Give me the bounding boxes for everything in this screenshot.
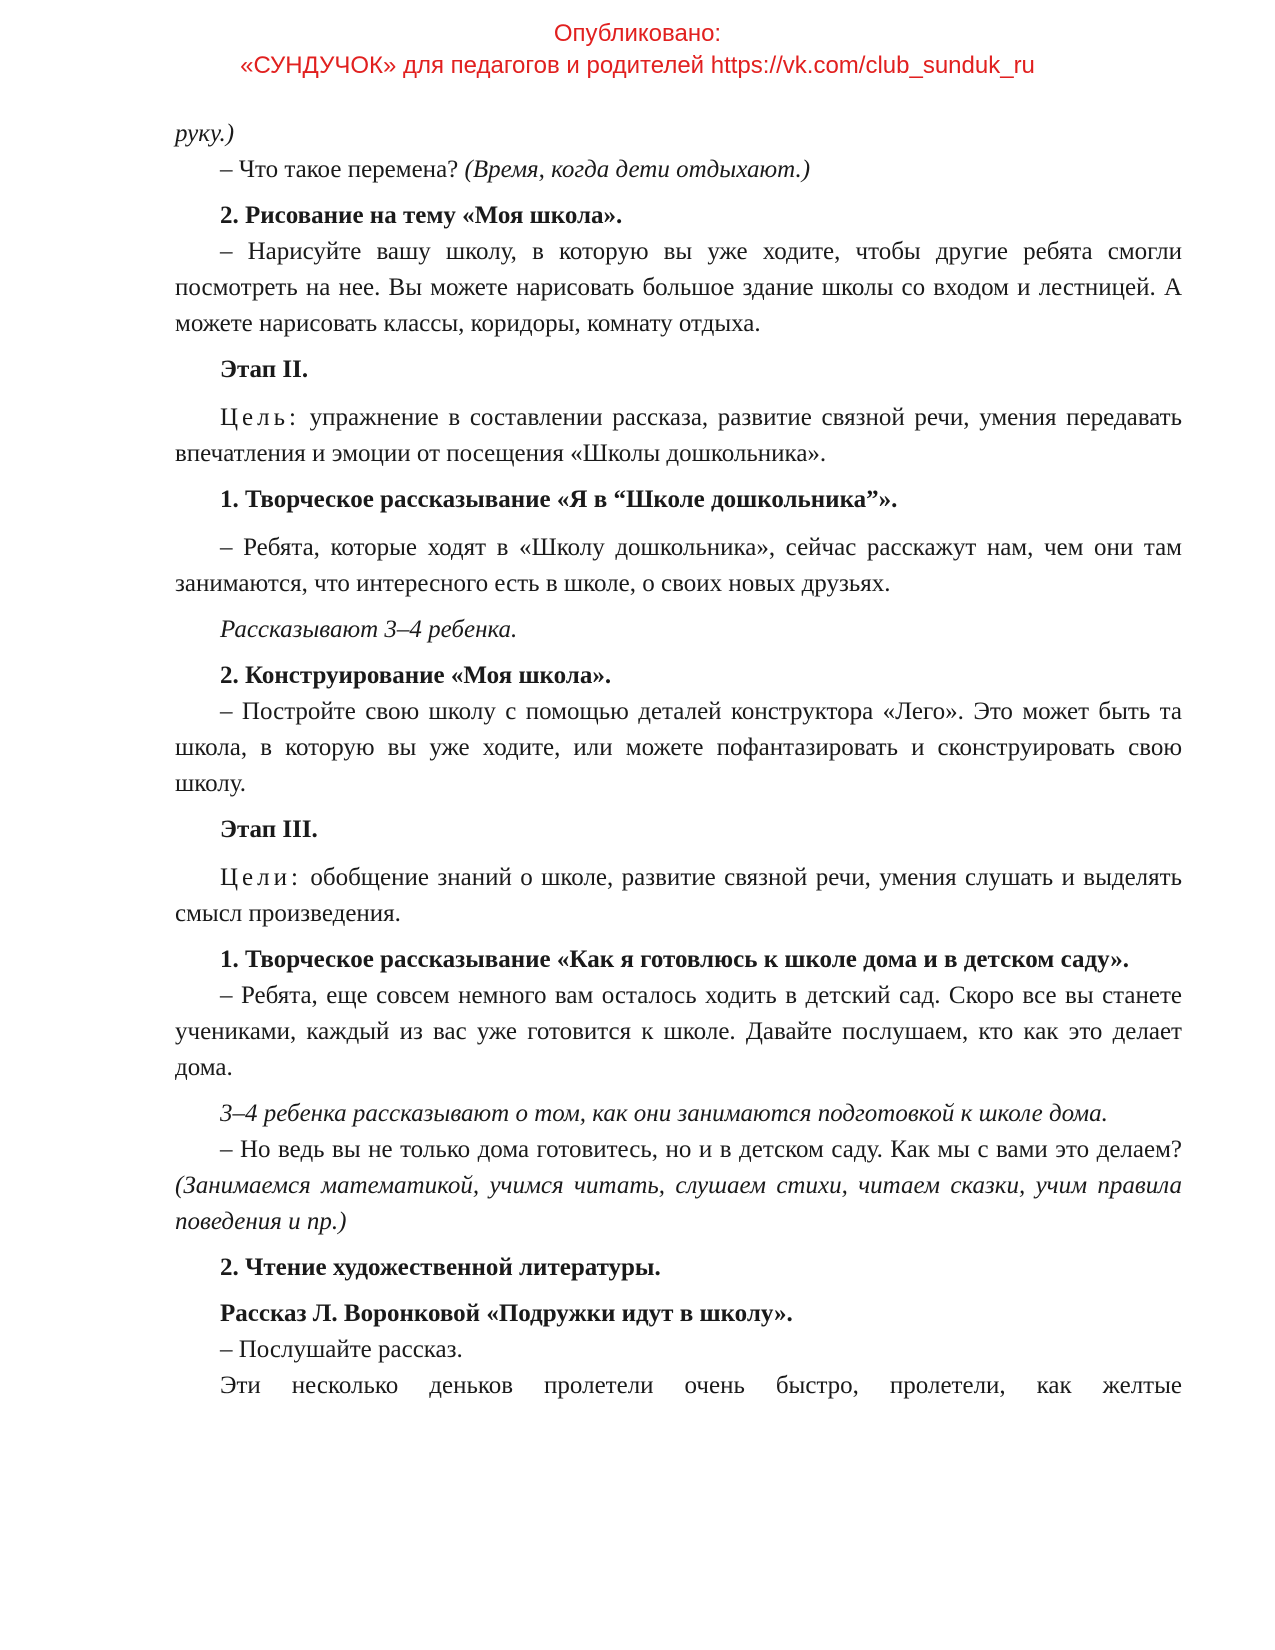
paragraph: 3–4 ребенка рассказывают о том, как они занимаются подготовкой к школе дома. [220, 1100, 1108, 1127]
section-heading: 2. Чтение художественной литературы. [220, 1254, 661, 1281]
document-body [175, 116, 1182, 1404]
publication-header [0, 18, 1275, 82]
header-source-line: «СУНДУЧОК» для педагогов и родителей https://vk.com/club_sunduk_ru [240, 52, 1035, 79]
paragraph: Цель: упражнение в составлении рассказа, развитие связной речи, умения передавать впечатления и эмоции от посещения «Школы дошкольника». [175, 404, 1182, 467]
paragraph: – Что такое перемена? (Время, когда дети отдыхают.) [220, 156, 811, 183]
story-title: Рассказ Л. Воронковой «Подружки идут в школу». [220, 1300, 793, 1327]
paragraph: – Но ведь вы не только дома готовитесь, но и в детском саду. Как мы с вами это делаем? (Занимаемся математикой, учимся читать, слушаем стихи, читаем сказки, учим правила поведения и пр.) [175, 1136, 1182, 1235]
section-heading: 1. Творческое рассказывание «Я в “Школе дошкольника”». [220, 486, 898, 513]
paragraph: – Нарисуйте вашу школу, в которую вы уже ходите, чтобы другие ребята смогли посмотреть на нее. Вы можете нарисовать большое здание школы со входом и лестницей. А можете нарисовать классы, коридоры, комнату отдыха. [175, 238, 1182, 337]
paragraph: – Послушайте рассказ. [220, 1336, 463, 1363]
paragraph: – Постройте свою школу с помощью деталей конструктора «Лего». Это может быть та школа, в которую вы уже ходите, или можете пофантазировать и сконструировать свою школу. [175, 698, 1182, 797]
header-published-label: Опубликовано: [553, 20, 722, 47]
paragraph: руку.) [175, 120, 235, 147]
stage-heading: Этап II. [220, 356, 309, 383]
stage-heading: Этап III. [220, 816, 318, 843]
paragraph: Цели: обобщение знаний о школе, развитие связной речи, умения слушать и выделять смысл произведения. [175, 864, 1182, 927]
paragraph: Рассказывают 3–4 ребенка. [220, 616, 518, 643]
goal-label: Цель: [220, 404, 300, 431]
section-heading: 2. Конструирование «Моя школа». [220, 662, 612, 689]
section-heading: 2. Рисование на тему «Моя школа». [220, 202, 623, 229]
goal-label: Цели: [220, 864, 302, 891]
paragraph: Эти несколько деньков пролетели очень быстро, пролетели, как желтые [220, 1372, 1182, 1399]
section-heading: 1. Творческое рассказывание «Как я готовлюсь к школе дома и в детском саду». [220, 946, 1130, 973]
paragraph: – Ребята, которые ходят в «Школу дошкольника», сейчас расскажут нам, чем они там занимаются, что интересного есть в школе, о своих новых друзьях. [175, 534, 1182, 597]
paragraph: – Ребята, еще совсем немного вам осталось ходить в детский сад. Скоро все вы станете учениками, каждый из вас уже готовится к школе. Давайте послушаем, кто как это делает дома. [175, 982, 1182, 1081]
